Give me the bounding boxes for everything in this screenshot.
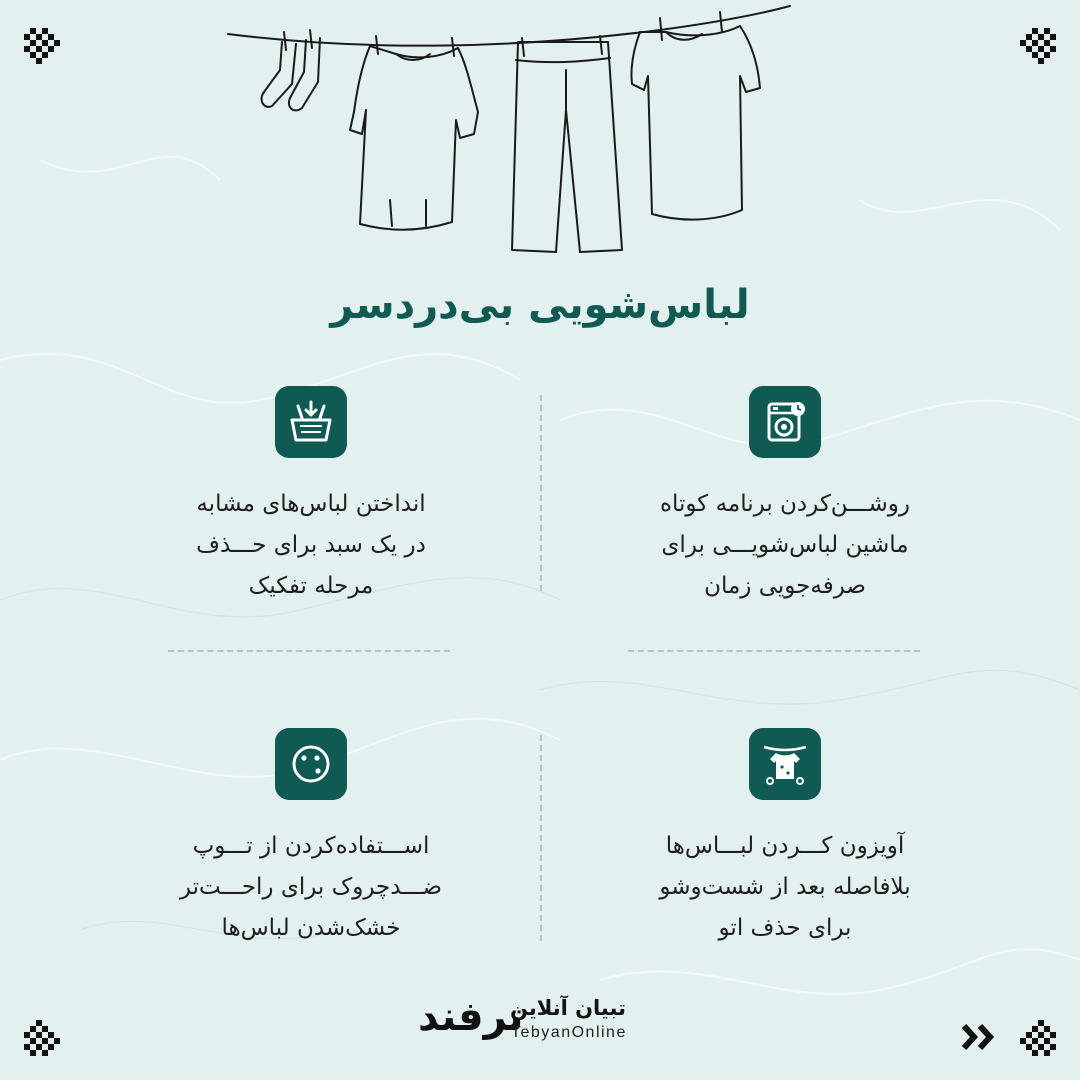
- dryer-ball-icon: [275, 728, 347, 800]
- corner-pattern-icon: [24, 1020, 60, 1056]
- logo-main-text: ترفند: [418, 994, 524, 1040]
- logo-latin-text: TebyanOnline: [511, 1024, 627, 1041]
- divider-horizontal: [628, 650, 920, 652]
- next-chevrons-icon[interactable]: [962, 1024, 996, 1050]
- laundry-basket-icon: [275, 386, 347, 458]
- tip-card: [620, 386, 950, 607]
- divider-horizontal: [168, 650, 450, 652]
- tip-card: [146, 386, 476, 607]
- divider-vertical: [540, 735, 542, 941]
- tip-text: روشـــن‌کردن برنامه کوتاه ماشین لباس‌شویـــی برای صرفه‌جویی زمان: [659, 491, 911, 599]
- tip-text: انداختن لباس‌های مشابه در یک سبد برای حـــذف مرحله تفکیک: [196, 491, 426, 599]
- tip-card: [146, 728, 476, 949]
- clothesline-illustration: [220, 0, 800, 270]
- tip-text: آویزون کـــردن لبـــاس‌ها بلافاصله بعد از شست‌وشو برای حذف اتو: [659, 833, 911, 941]
- logo-persian-text: تبیان آنلاین: [510, 996, 626, 1020]
- corner-pattern-icon: [1020, 28, 1056, 64]
- hanging-shirt-icon: [749, 728, 821, 800]
- tip-card: [620, 728, 950, 949]
- corner-pattern-icon: [1020, 1020, 1056, 1056]
- page-title: لباس‌شویی بی‌دردسر: [330, 282, 750, 328]
- brand-logo: [418, 994, 668, 1054]
- washing-machine-icon: [749, 386, 821, 458]
- divider-vertical: [540, 395, 542, 591]
- corner-pattern-icon: [24, 28, 60, 64]
- tip-text: اســـتفاده‌کردن از تـــوپ ضـــدچروک برای راحـــت‌تر خشک‌شدن لباس‌ها: [179, 833, 443, 941]
